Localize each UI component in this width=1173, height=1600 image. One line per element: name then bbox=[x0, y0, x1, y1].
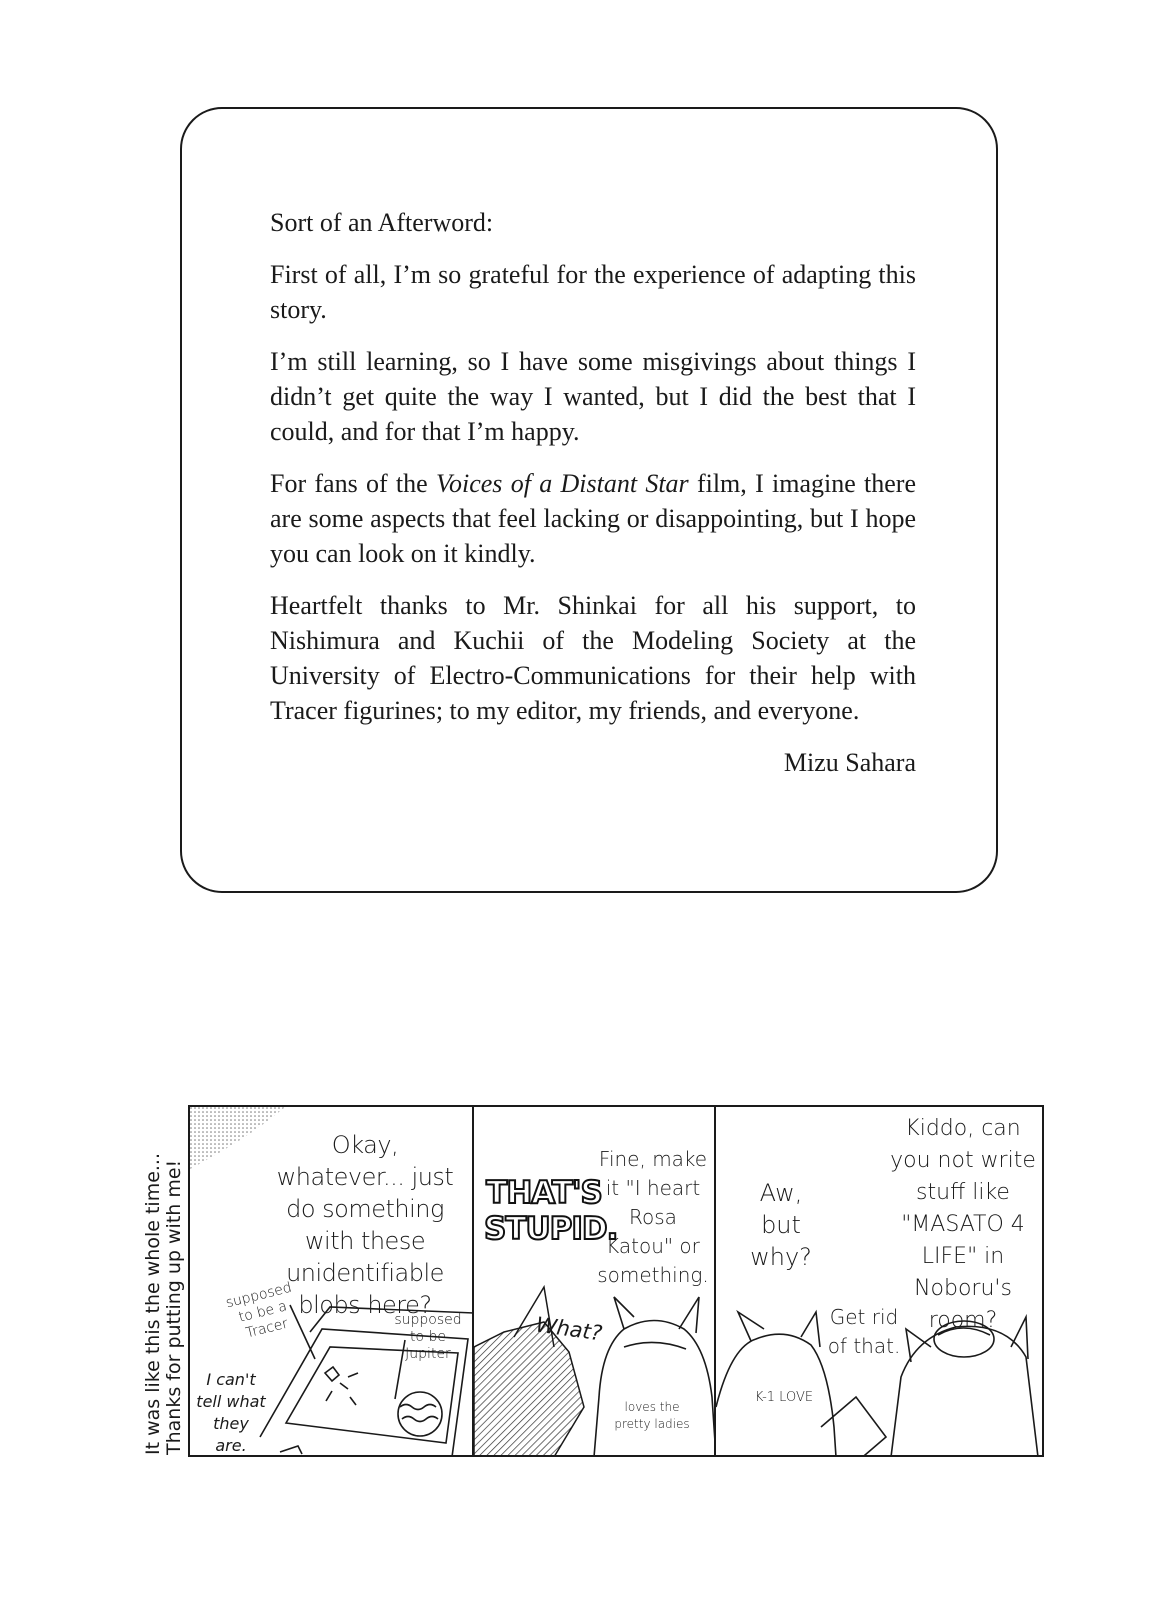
afterword-paragraph-4: Heartfelt thanks to Mr. Shinkai for all his support, to Nishimura and Kuchii of the Modeling Society at the University of Electro-Communications for their help with Tracer figurines; to my editor, my friends, and everyone. bbox=[270, 591, 916, 725]
author-signature: Mizu Sahara bbox=[783, 748, 916, 777]
what-exclamation: What? bbox=[534, 1312, 604, 1346]
side-note bbox=[140, 1105, 188, 1455]
note-tracer: supposed to be a Tracer bbox=[224, 1279, 294, 1342]
p3-after: film, I imagine there are some aspects that feel lacking or disappointing, but I hope you can look on it kindly. bbox=[270, 469, 916, 568]
note-cant-tell: I can't tell what they are. bbox=[196, 1370, 266, 1455]
afterword-text bbox=[270, 205, 916, 797]
aw-but-why: Aw, but why? bbox=[750, 1179, 812, 1271]
comic-panel-2 bbox=[474, 1107, 716, 1455]
shirt-text-panel-3: K-1 LOVE bbox=[754, 1390, 814, 1405]
shirt-text-panel-2: loves the pretty ladies bbox=[614, 1400, 690, 1431]
panel-1-speech: Okay, whatever... just do something with these unidentifiable blobs here? bbox=[276, 1131, 454, 1319]
comic-strip bbox=[188, 1105, 1044, 1457]
note-jupiter: supposed to be Jupiter bbox=[394, 1312, 462, 1362]
panel-2-speech: Fine, make it "I heart Rosa Katou" or something. bbox=[597, 1147, 709, 1287]
side-note-text bbox=[143, 1105, 185, 1455]
comic-panel-1 bbox=[190, 1107, 474, 1455]
thats-stupid-shout: THAT'S STUPID. bbox=[484, 1175, 618, 1247]
afterword-paragraph-3 bbox=[270, 466, 916, 571]
afterword-paragraph-2: I’m still learning, so I have some misgivings about things I didn’t get quite the way I wanted, but I did the best that I could, and for that I’m happy. bbox=[270, 347, 916, 446]
film-title: Voices of a Distant Star bbox=[435, 469, 689, 498]
afterword-paragraph-1: First of all, I’m so grateful for the experience of adapting this story. bbox=[270, 260, 916, 324]
side-note-line-1: It was like this the whole time... bbox=[142, 1152, 164, 1455]
side-note-line-2: Thanks for putting up with me! bbox=[163, 1159, 185, 1455]
get-rid-of-that: Get rid of that. bbox=[827, 1305, 901, 1358]
afterword-heading: Sort of an Afterword: bbox=[270, 208, 494, 237]
p3-before: For fans of the bbox=[270, 469, 436, 498]
comic-panel-3 bbox=[716, 1107, 1044, 1455]
panel-3-speech: Kiddo, can you not write stuff like "MASATO 4 LIFE" in Noboru's room? bbox=[890, 1116, 1036, 1333]
